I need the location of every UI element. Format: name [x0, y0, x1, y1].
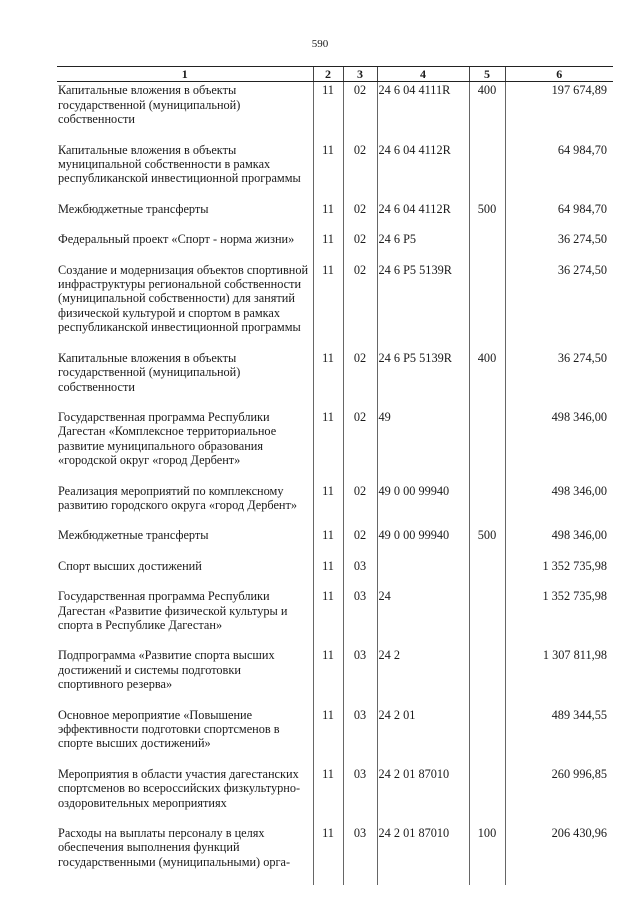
- column-header-1: 1: [57, 67, 313, 82]
- row-expense-type-cell: [469, 589, 505, 648]
- row-section-cell: 11: [313, 484, 343, 529]
- page-number: 590: [311, 38, 329, 50]
- row-amount-cell: 1 352 735,98: [505, 559, 613, 589]
- row-section-cell: 11: [313, 202, 343, 232]
- column-header-4: 4: [377, 67, 469, 82]
- table-row: [57, 143, 613, 202]
- row-expense-type-cell: [469, 708, 505, 767]
- row-expense-type-cell: 400: [469, 351, 505, 410]
- row-subsection-cell: 02: [343, 410, 377, 484]
- table-row: [57, 351, 613, 410]
- row-subsection-cell: 03: [343, 708, 377, 767]
- row-amount-cell: 498 346,00: [505, 528, 613, 558]
- row-amount-cell: 36 274,50: [505, 351, 613, 410]
- row-subsection-cell: 03: [343, 767, 377, 826]
- row-amount-cell: 36 274,50: [505, 232, 613, 262]
- row-amount-cell: 64 984,70: [505, 143, 613, 202]
- table-row: [57, 263, 613, 351]
- row-subsection-cell: 02: [343, 143, 377, 202]
- column-header-6: 6: [505, 67, 613, 82]
- table-row: [57, 410, 613, 484]
- row-name-cell: Капитальные вложения в объекты государственной (муниципальной) собственности: [58, 83, 241, 127]
- row-name-cell: Капитальные вложения в объекты муниципальной собственности в рамках республиканской инвестиционной программы: [58, 142, 301, 186]
- row-subsection-cell: 02: [343, 351, 377, 410]
- table-row: [57, 82, 613, 143]
- column-header-2: 2: [313, 67, 343, 82]
- row-section-cell: 11: [313, 767, 343, 826]
- row-name-cell: Государственная программа Республики Дагестан «Развитие физической культуры и спорта в Республике Дагестан»: [58, 589, 288, 632]
- row-subsection-cell: 02: [343, 528, 377, 558]
- row-amount-cell: 206 430,96: [505, 826, 613, 885]
- row-name-cell: Капитальные вложения в объекты государственной (муниципальной) собственности: [58, 350, 241, 394]
- row-expense-type-cell: [469, 484, 505, 529]
- row-section-cell: 11: [313, 559, 343, 589]
- row-section-cell: 11: [313, 826, 343, 885]
- row-amount-cell: 1 307 811,98: [505, 648, 613, 707]
- row-name-cell: Создание и модернизация объектов спортивной инфраструктуры региональной собственности (муниципальной собственности) для занятий физической культурой и спортом в рамках республиканской инвестиционной программы: [58, 262, 309, 335]
- row-subsection-cell: 02: [343, 202, 377, 232]
- row-expense-type-cell: [469, 263, 505, 351]
- row-target-code-cell: 24 2 01: [377, 708, 469, 767]
- row-target-code-cell: 24 6 P5 5139R: [377, 263, 469, 351]
- row-expense-type-cell: 500: [469, 202, 505, 232]
- row-subsection-cell: 03: [343, 589, 377, 648]
- row-subsection-cell: 03: [343, 559, 377, 589]
- row-expense-type-cell: 500: [469, 528, 505, 558]
- row-target-code-cell: 24 6 P5 5139R: [377, 351, 469, 410]
- table-row: [57, 484, 613, 529]
- row-name-cell: Федеральный проект «Спорт - норма жизни»: [58, 232, 295, 247]
- row-target-code-cell: 24: [377, 589, 469, 648]
- row-amount-cell: 498 346,00: [505, 410, 613, 484]
- row-section-cell: 11: [313, 232, 343, 262]
- row-expense-type-cell: [469, 648, 505, 707]
- row-amount-cell: 36 274,50: [505, 263, 613, 351]
- row-name-cell: Реализация мероприятий по комплексному развитию городского округа «город Дербент»: [58, 483, 298, 512]
- row-amount-cell: 64 984,70: [505, 202, 613, 232]
- row-target-code-cell: 24 6 04 4112R: [377, 143, 469, 202]
- row-amount-cell: 197 674,89: [505, 82, 613, 143]
- row-section-cell: 11: [313, 648, 343, 707]
- column-header-3: 3: [343, 67, 377, 82]
- row-target-code-cell: 49 0 00 99940: [377, 484, 469, 529]
- table-row: [57, 767, 613, 826]
- row-section-cell: 11: [313, 351, 343, 410]
- row-expense-type-cell: [469, 232, 505, 262]
- table-row: [57, 202, 613, 232]
- table-row: [57, 648, 613, 707]
- row-name-cell: Государственная программа Республики Дагестан «Комплексное территориальное развитие муниципального образования «городской округ «город Дербент»: [58, 409, 277, 468]
- row-target-code-cell: 24 6 04 4112R: [377, 202, 469, 232]
- row-section-cell: 11: [313, 263, 343, 351]
- row-name-cell: Мероприятия в области участия дагестанских спортсменов во всероссийских физкультурно-оздоровительных мероприятиях: [58, 766, 301, 810]
- row-subsection-cell: 02: [343, 263, 377, 351]
- table-row: [57, 826, 613, 885]
- row-subsection-cell: 02: [343, 82, 377, 143]
- row-expense-type-cell: 400: [469, 82, 505, 143]
- column-header-5: 5: [469, 67, 505, 82]
- row-expense-type-cell: [469, 143, 505, 202]
- row-section-cell: 11: [313, 82, 343, 143]
- row-name-cell: Спорт высших достижений: [58, 558, 202, 573]
- row-name-cell: Расходы на выплаты персоналу в целях обеспечения выполнения функций государственными (муниципальными) орга-: [58, 826, 291, 869]
- row-target-code-cell: 49 0 00 99940: [377, 528, 469, 558]
- row-target-code-cell: [377, 559, 469, 589]
- row-target-code-cell: 24 2 01 87010: [377, 767, 469, 826]
- row-subsection-cell: 03: [343, 826, 377, 885]
- row-section-cell: 11: [313, 410, 343, 484]
- row-amount-cell: 498 346,00: [505, 484, 613, 529]
- row-subsection-cell: 02: [343, 232, 377, 262]
- table-header-row: [57, 67, 613, 82]
- row-subsection-cell: 03: [343, 648, 377, 707]
- row-target-code-cell: 49: [377, 410, 469, 484]
- row-expense-type-cell: [469, 410, 505, 484]
- row-amount-cell: 260 996,85: [505, 767, 613, 826]
- row-name-cell: Межбюджетные трансферты: [58, 528, 209, 543]
- budget-table: [57, 66, 613, 885]
- row-section-cell: 11: [313, 143, 343, 202]
- row-expense-type-cell: [469, 559, 505, 589]
- row-expense-type-cell: 100: [469, 826, 505, 885]
- table-row: [57, 589, 613, 648]
- row-target-code-cell: 24 2 01 87010: [377, 826, 469, 885]
- row-target-code-cell: 24 6 04 4111R: [377, 82, 469, 143]
- row-section-cell: 11: [313, 708, 343, 767]
- table-row: [57, 708, 613, 767]
- table-row: [57, 232, 613, 262]
- row-subsection-cell: 02: [343, 484, 377, 529]
- row-target-code-cell: 24 6 P5: [377, 232, 469, 262]
- row-expense-type-cell: [469, 767, 505, 826]
- row-amount-cell: 1 352 735,98: [505, 589, 613, 648]
- row-section-cell: 11: [313, 589, 343, 648]
- table-row: [57, 559, 613, 589]
- row-name-cell: Подпрограмма «Развитие спорта высших достижений и системы подготовки спортивного резерва»: [58, 648, 275, 692]
- row-section-cell: 11: [313, 528, 343, 558]
- row-name-cell: Межбюджетные трансферты: [58, 201, 209, 216]
- row-amount-cell: 489 344,55: [505, 708, 613, 767]
- table-row: [57, 528, 613, 558]
- row-target-code-cell: 24 2: [377, 648, 469, 707]
- row-name-cell: Основное мероприятие «Повышение эффективности подготовки спортсменов в спорте высших достижений»: [58, 707, 280, 751]
